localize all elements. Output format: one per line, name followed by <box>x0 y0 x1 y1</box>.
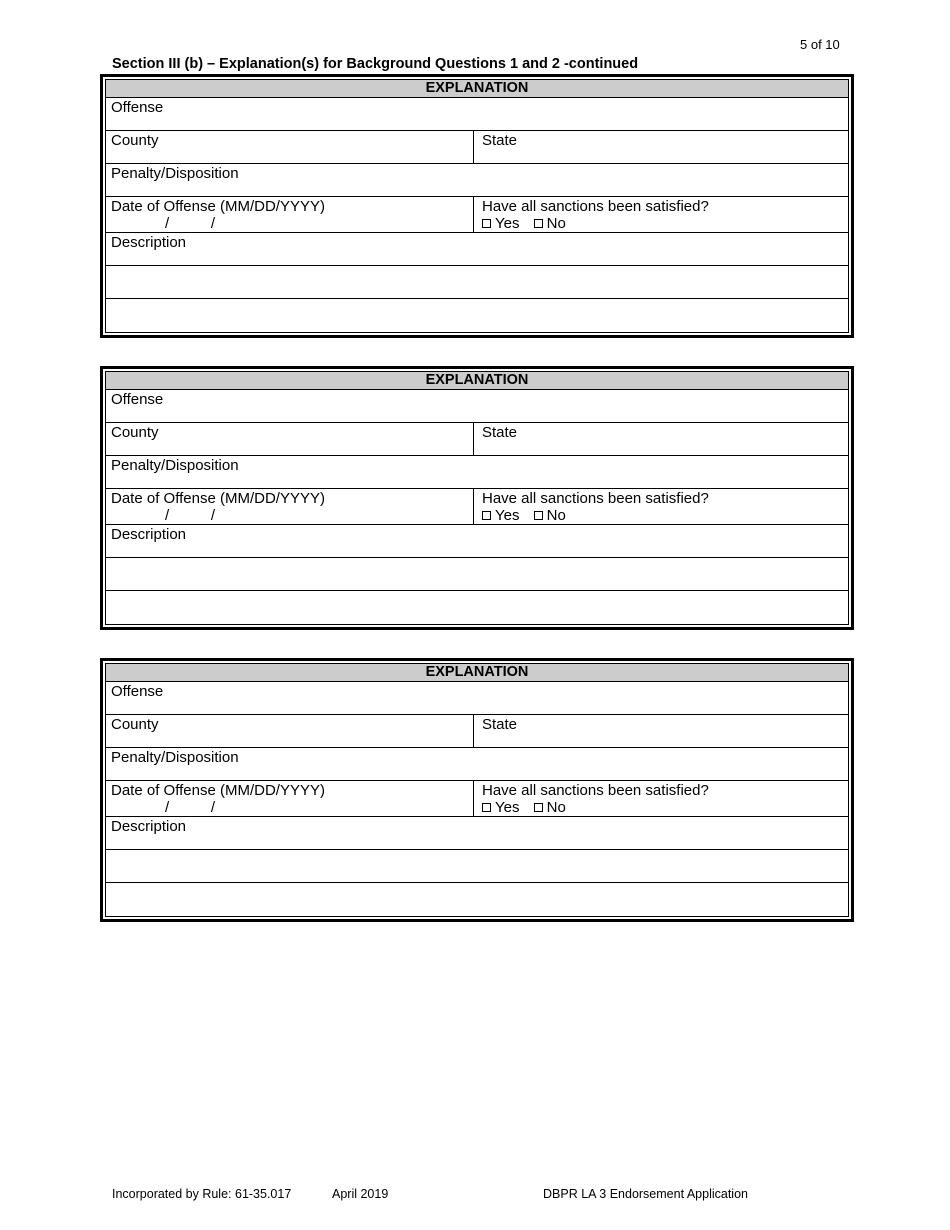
penalty-label: Penalty/Disposition <box>111 457 239 474</box>
footer-form-name: DBPR LA 3 Endorsement Application <box>543 1187 748 1201</box>
date-sanctions-row <box>106 489 848 525</box>
county-state-row <box>106 131 848 164</box>
yes-option[interactable] <box>482 215 519 232</box>
sanctions-label: Have all sanctions been satisfied? <box>482 198 709 215</box>
offense-field[interactable] <box>106 682 848 715</box>
description-label: Description <box>111 818 187 835</box>
date-slashes: / / <box>165 799 216 816</box>
section-title: Section III (b) – Explanation(s) for Background Questions 1 and 2 -continued <box>112 56 639 72</box>
yes-option[interactable] <box>482 799 519 816</box>
date-label: Date of Offense (MM/DD/YYYY) <box>111 490 325 507</box>
offense-label: Offense <box>111 683 164 700</box>
date-sanctions-row <box>106 197 848 233</box>
description-line[interactable] <box>106 299 848 332</box>
yes-label: Yes <box>495 215 520 232</box>
offense-field[interactable] <box>106 390 848 423</box>
offense-label: Offense <box>111 391 164 408</box>
county-field[interactable] <box>106 715 474 747</box>
date-of-offense-field[interactable] <box>106 489 474 524</box>
penalty-field[interactable] <box>106 456 848 489</box>
no-option[interactable] <box>534 799 566 816</box>
date-label: Date of Offense (MM/DD/YYYY) <box>111 198 325 215</box>
description-line[interactable] <box>106 558 848 591</box>
yes-label: Yes <box>495 799 520 816</box>
offense-field[interactable] <box>106 98 848 131</box>
county-field[interactable] <box>106 131 474 163</box>
description-field[interactable] <box>106 233 848 266</box>
checkbox-icon[interactable] <box>482 219 491 228</box>
no-label: No <box>546 215 566 232</box>
date-label: Date of Offense (MM/DD/YYYY) <box>111 782 325 799</box>
county-label: County <box>111 132 159 149</box>
state-label: State <box>482 132 518 149</box>
checkbox-icon[interactable] <box>534 219 543 228</box>
yes-label: Yes <box>495 507 520 524</box>
date-of-offense-field[interactable] <box>106 781 474 816</box>
description-line[interactable] <box>106 883 848 916</box>
date-of-offense-field[interactable] <box>106 197 474 232</box>
footer-rule: Incorporated by Rule: 61-35.017 <box>112 1187 292 1201</box>
description-label: Description <box>111 526 187 543</box>
county-state-row <box>106 423 848 456</box>
date-slashes: / / <box>165 215 216 232</box>
explanation-block-2 <box>100 366 854 630</box>
explanation-block-1 <box>100 74 854 338</box>
date-slashes: / / <box>165 507 216 524</box>
explanation-block-3 <box>100 658 854 922</box>
sanctions-field <box>474 781 848 816</box>
no-label: No <box>546 507 566 524</box>
state-label: State <box>482 424 518 441</box>
no-label: No <box>546 799 566 816</box>
penalty-field[interactable] <box>106 748 848 781</box>
state-field[interactable] <box>474 715 848 747</box>
page-number: 5 of 10 <box>800 37 840 52</box>
state-label: State <box>482 716 518 733</box>
explanation-header: EXPLANATION <box>106 664 848 682</box>
no-option[interactable] <box>534 215 566 232</box>
description-line[interactable] <box>106 591 848 624</box>
county-field[interactable] <box>106 423 474 455</box>
state-field[interactable] <box>474 423 848 455</box>
sanctions-field <box>474 197 848 232</box>
description-field[interactable] <box>106 525 848 558</box>
sanctions-label: Have all sanctions been satisfied? <box>482 782 709 799</box>
county-label: County <box>111 424 159 441</box>
state-field[interactable] <box>474 131 848 163</box>
date-sanctions-row <box>106 781 848 817</box>
description-line[interactable] <box>106 266 848 299</box>
yes-option[interactable] <box>482 507 519 524</box>
county-label: County <box>111 716 159 733</box>
footer-date: April 2019 <box>332 1187 389 1201</box>
penalty-field[interactable] <box>106 164 848 197</box>
description-line[interactable] <box>106 850 848 883</box>
checkbox-icon[interactable] <box>482 803 491 812</box>
sanctions-field <box>474 489 848 524</box>
explanation-header: EXPLANATION <box>106 372 848 390</box>
no-option[interactable] <box>534 507 566 524</box>
description-field[interactable] <box>106 817 848 850</box>
penalty-label: Penalty/Disposition <box>111 165 239 182</box>
offense-label: Offense <box>111 99 164 116</box>
county-state-row <box>106 715 848 748</box>
checkbox-icon[interactable] <box>534 511 543 520</box>
description-label: Description <box>111 234 187 251</box>
penalty-label: Penalty/Disposition <box>111 749 239 766</box>
sanctions-label: Have all sanctions been satisfied? <box>482 490 709 507</box>
checkbox-icon[interactable] <box>534 803 543 812</box>
checkbox-icon[interactable] <box>482 511 491 520</box>
explanation-header: EXPLANATION <box>106 80 848 98</box>
